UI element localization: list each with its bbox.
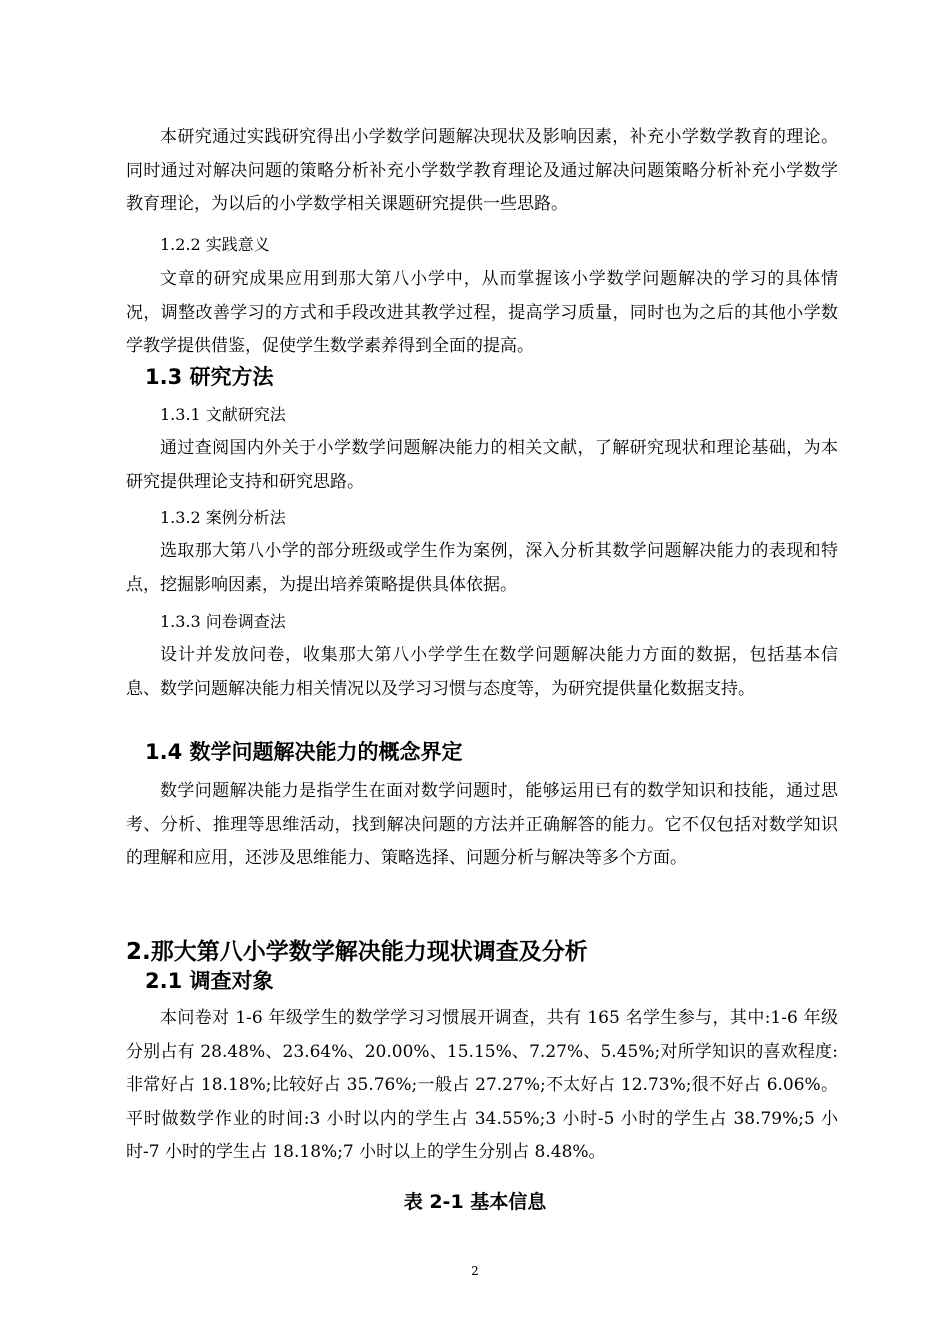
paragraph-practical-significance: 文章的研究成果应用到那大第八小学中，从而掌握该小学数学问题解决的学习的具体情况，调整改善学习的方式和手段改进其教学过程，提高学习质量，同时也为之后的其他小学数学教学提供借鉴，促使学生数学素养得到全面的提高。: [126, 269, 838, 356]
paragraph-case-method: 选取那大第八小学的部分班级或学生作为案例，深入分析其数学问题解决能力的表现和特点，挖掘影响因素，为提出培养策略提供具体依据。: [126, 541, 838, 595]
heading-2-1: 2.1 调查对象: [145, 969, 274, 993]
subheading-1-2-2: 1.2.2 实践意义: [160, 235, 270, 254]
subheading-1-3-2: 1.3.2 案例分析法: [160, 508, 286, 527]
subheading-1-3-3: 1.3.3 问卷调查法: [160, 612, 286, 631]
heading-1-4: 1.4 数学问题解决能力的概念界定: [145, 740, 463, 764]
paragraph-survey-subjects: 本问卷对 1-6 年级学生的数学学习习惯展开调查，共有 165 名学生参与，其中:1-6 年级分别占有 28.48%、23.64%、20.00%、15.15%、7.27%、5.45%;对所学知识的喜欢程度:非常好占 18.18%;比较好占 35.76%;一般占 27.27%;不太好占 12.73%;很不好占 6.06%。平时做数学作业的时间:3 小时以内的学生占 34.55%;3 小时-5 小时的学生占 38.79%;5 小时-7 小时的学生占 18.18%;7 小时以上的学生分别占 8.48%。: [126, 1008, 838, 1162]
subheading-1-3-1: 1.3.1 文献研究法: [160, 405, 286, 424]
heading-chapter-2: 2.那大第八小学数学解决能力现状调查及分析: [126, 939, 588, 965]
table-caption: 表 2-1 基本信息: [403, 1191, 547, 1213]
heading-1-3: 1.3 研究方法: [145, 365, 274, 389]
paragraph-survey-method: 设计并发放问卷，收集那大第八小学学生在数学问题解决能力方面的数据，包括基本信息、数学问题解决能力相关情况以及学习习惯与态度等，为研究提供量化数据支持。: [126, 645, 838, 699]
paragraph-literature-method: 通过查阅国内外关于小学数学问题解决能力的相关文献，了解研究现状和理论基础，为本研究提供理论支持和研究思路。: [126, 438, 838, 492]
paragraph-theoretical-significance: 本研究通过实践研究得出小学数学问题解决现状及影响因素，补充小学数学教育的理论。同时通过对解决问题的策略分析补充小学数学教育理论及通过解决问题策略分析补充小学数学教育理论，为以后的小学数学相关课题研究提供一些思路。: [126, 127, 838, 214]
paragraph-concept-definition: 数学问题解决能力是指学生在面对数学问题时，能够运用已有的数学知识和技能，通过思考、分析、推理等思维活动，找到解决问题的方法并正确解答的能力。它不仅包括对数学知识的理解和应用，还涉及思维能力、策略选择、问题分析与解决等多个方面。: [126, 781, 838, 868]
page-number: 2: [471, 1264, 479, 1278]
